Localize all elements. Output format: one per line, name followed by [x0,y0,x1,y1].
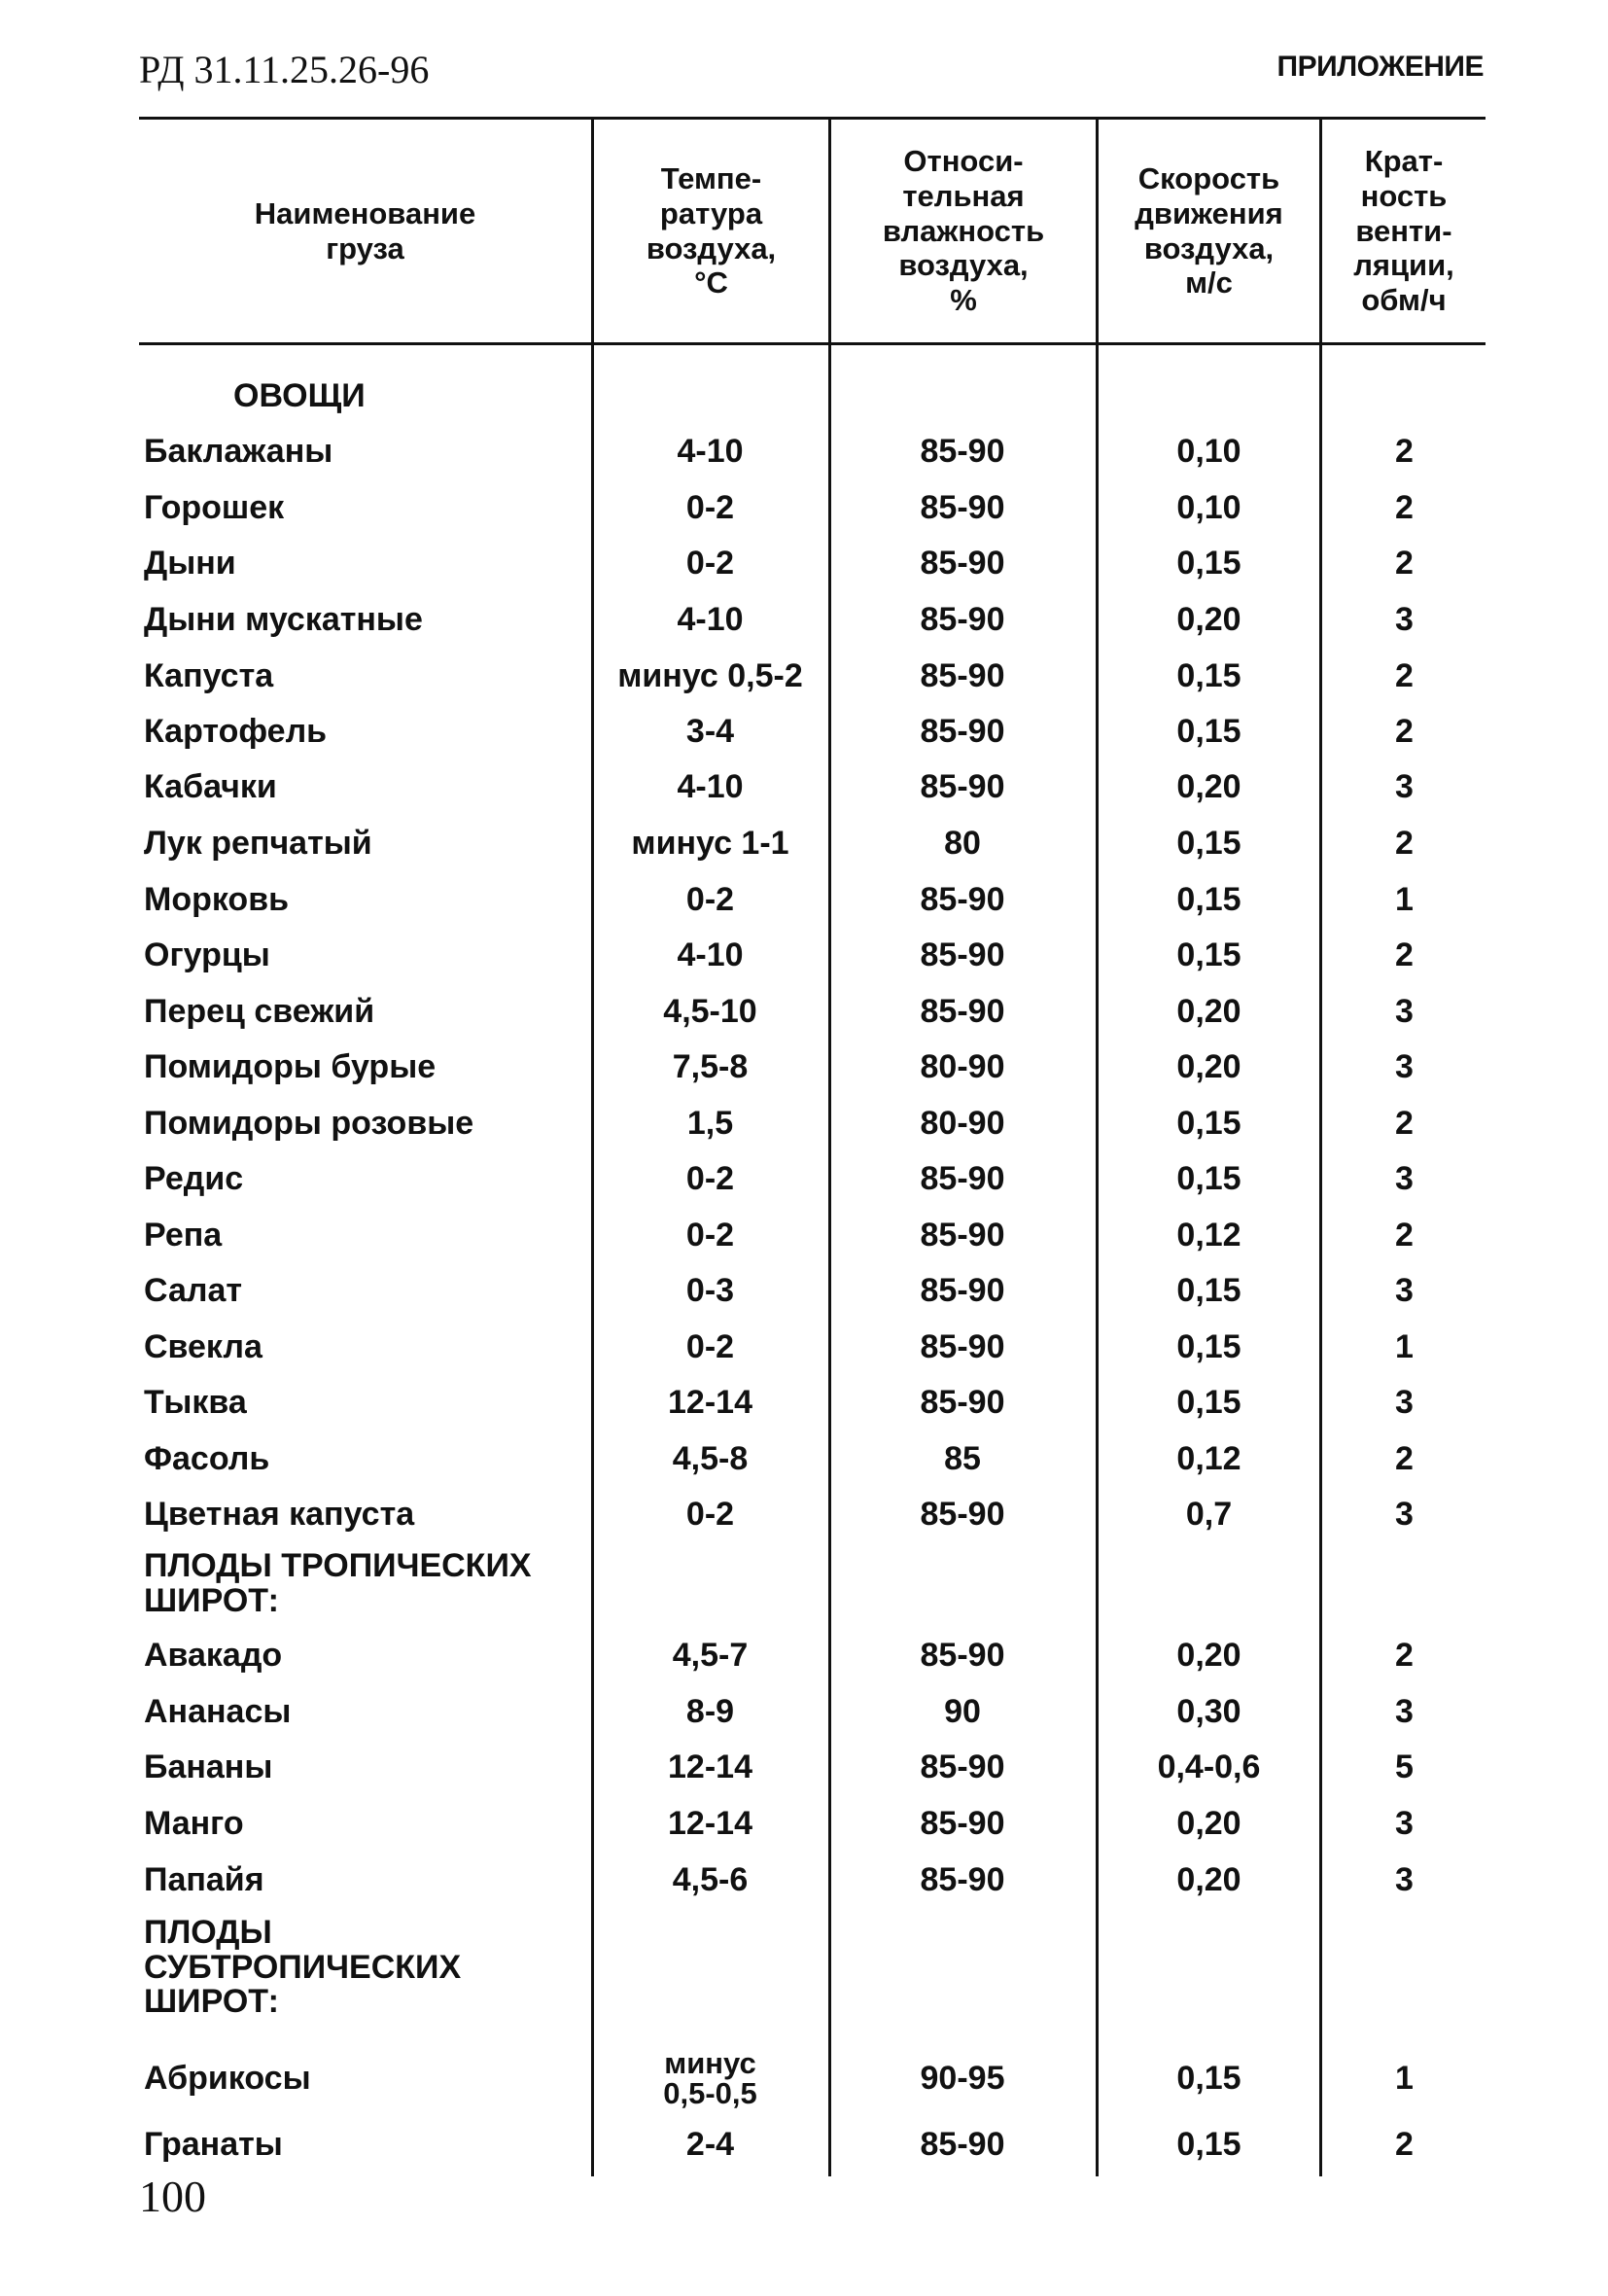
air-speed: 0,15 [1176,656,1241,694]
table-row [139,990,1486,1033]
humidity: 85-90 [920,2125,1005,2163]
cargo-name: Гранаты [144,2125,283,2163]
temperature: 4-10 [677,936,744,973]
air-speed: 0,15 [1176,1159,1241,1197]
air-speed: 0,30 [1176,1692,1241,1730]
table-row [139,934,1486,976]
temperature: 7,5-8 [672,1047,749,1085]
ventilation-rate: 2 [1395,1216,1414,1254]
humidity: 85-90 [920,1860,1005,1898]
section-title-tropical-fruits: ПЛОДЫ ТРОПИЧЕСКИХ ШИРОТ: [144,1547,532,1619]
table-row [139,1214,1486,1256]
temperature: 4,5-10 [663,992,757,1030]
humidity: 85-90 [920,488,1005,526]
humidity: 85-90 [920,992,1005,1030]
temperature: 12-14 [668,1383,752,1421]
humidity: 85-90 [920,656,1005,694]
cargo-name: Морковь [144,880,289,918]
air-speed: 0,10 [1176,488,1241,526]
cargo-name: Авакадо [144,1636,283,1674]
humidity: 85-90 [920,1216,1005,1254]
table-row [139,430,1486,473]
ventilation-rate: 3 [1395,1804,1414,1842]
cargo-name: Кабачки [144,767,277,805]
humidity: 85-90 [920,1636,1005,1674]
temperature: минус 0,5-0,5 [663,2046,757,2110]
humidity: 85-90 [920,936,1005,973]
column-header-temperature: Темпе- ратура воздуха, °С [646,161,777,300]
air-speed: 0,15 [1176,544,1241,582]
cargo-name: Абрикосы [144,2059,311,2097]
table-top-rule [139,117,1486,120]
ventilation-rate: 3 [1395,1495,1414,1533]
table-row [139,1746,1486,1788]
table-row [139,1102,1486,1145]
cargo-name: Тыква [144,1383,247,1421]
humidity: 85-90 [920,1804,1005,1842]
temperature: 4-10 [677,767,744,805]
cargo-name: Манго [144,1804,244,1842]
ventilation-rate: 2 [1395,432,1414,470]
cargo-name: Репа [144,1216,223,1254]
cargo-name: Бананы [144,1748,273,1785]
cargo-name: Огурцы [144,936,270,973]
column-header-name: Наименование груза [254,195,476,265]
air-speed: 0,15 [1176,1327,1241,1365]
cargo-name: Горошек [144,488,285,526]
air-speed: 0,15 [1176,1271,1241,1309]
humidity: 85-90 [920,712,1005,750]
air-speed: 0,7 [1185,1495,1233,1533]
ventilation-rate: 2 [1395,488,1414,526]
cargo-name: Цветная капуста [144,1495,415,1533]
humidity: 85-90 [920,1748,1005,1785]
table-row [139,1802,1486,1845]
cargo-name: Редис [144,1159,244,1197]
cargo-name: Помидоры розовые [144,1104,474,1142]
table-row [139,2123,1486,2166]
table-row [139,1157,1486,1200]
air-speed: 0,15 [1176,2125,1241,2163]
ventilation-rate: 1 [1395,880,1414,918]
page-number: 100 [139,2172,206,2221]
table-row [139,1437,1486,1480]
air-speed: 0,15 [1176,880,1241,918]
cargo-name: Салат [144,1271,243,1309]
air-speed: 0,20 [1176,600,1241,638]
temperature: 0-2 [685,880,735,918]
table-row [139,765,1486,808]
table-header-rule [139,342,1486,345]
air-speed: 0,20 [1176,1047,1241,1085]
column-header-ventilation: Крат- ность венти- ляции, обм/ч [1353,144,1454,317]
ventilation-rate: 2 [1395,544,1414,582]
humidity: 85-90 [920,600,1005,638]
ventilation-rate: 2 [1395,936,1414,973]
ventilation-rate: 3 [1395,1047,1414,1085]
humidity: 85 [944,1439,981,1477]
table-row [139,1634,1486,1677]
humidity: 85-90 [920,1271,1005,1309]
humidity: 85-90 [920,1327,1005,1365]
table-row [139,1045,1486,1088]
temperature: 4-10 [677,600,744,638]
ventilation-rate: 3 [1395,1692,1414,1730]
air-speed: 0,12 [1176,1216,1241,1254]
temperature: 0-2 [685,1327,735,1365]
air-speed: 0,15 [1176,712,1241,750]
cargo-name: Свекла [144,1327,262,1365]
humidity: 85-90 [920,1495,1005,1533]
temperature: 1,5 [686,1104,734,1142]
cargo-name: Помидоры бурые [144,1047,437,1085]
temperature: минус 0,5-2 [617,656,803,694]
humidity: 85-90 [920,544,1005,582]
table-row [139,654,1486,697]
humidity: 90-95 [920,2059,1005,2097]
air-speed: 0,20 [1176,767,1241,805]
air-speed: 0,12 [1176,1439,1241,1477]
table-row [139,822,1486,865]
section-title-vegetables: ОВОЩИ [233,377,366,414]
air-speed: 0,20 [1176,1636,1241,1674]
air-speed: 0,15 [1176,824,1241,862]
table-row [139,542,1486,584]
temperature: 0-2 [685,1159,735,1197]
ventilation-rate: 2 [1395,824,1414,862]
cargo-name: Дыни мускатные [144,600,423,638]
ventilation-rate: 3 [1395,767,1414,805]
table-row [139,1381,1486,1424]
table-row [139,1493,1486,1536]
humidity: 90 [944,1692,981,1730]
ventilation-rate: 3 [1395,992,1414,1030]
cargo-name: Папайя [144,1860,264,1898]
temperature: 4,5-7 [672,1636,749,1674]
ventilation-rate: 3 [1395,1383,1414,1421]
temperature: 8-9 [685,1692,735,1730]
appendix-label: ПРИЛОЖЕНИЕ [1276,51,1484,83]
humidity: 80-90 [920,1047,1005,1085]
humidity: 85-90 [920,432,1005,470]
ventilation-rate: 1 [1395,1327,1414,1365]
humidity: 80-90 [920,1104,1005,1142]
column-header-humidity: Относи- тельная влажность воздуха, % [882,144,1045,317]
cargo-name: Перец свежий [144,992,375,1030]
ventilation-rate: 3 [1395,1860,1414,1898]
ventilation-rate: 1 [1395,2059,1414,2097]
temperature: 2-4 [685,2125,735,2163]
temperature: 0-2 [685,544,735,582]
air-speed: 0,15 [1176,2059,1241,2097]
table-row [139,486,1486,529]
doc-code: РД 31.11.25.26-96 [139,48,430,91]
temperature: 0-2 [685,1216,735,1254]
cargo-name: Капуста [144,656,274,694]
humidity: 85-90 [920,767,1005,805]
section-title-subtropical-fruits: ПЛОДЫ СУБТРОПИЧЕСКИХ ШИРОТ: [144,1914,462,2021]
cargo-name: Фасоль [144,1439,270,1477]
column-header-air-speed: Скорость движения воздуха, м/с [1135,161,1283,300]
ventilation-rate: 2 [1395,1636,1414,1674]
table-row [139,1690,1486,1733]
cargo-name: Баклажаны [144,432,333,470]
air-speed: 0,15 [1176,936,1241,973]
ventilation-rate: 2 [1395,1104,1414,1142]
temperature: 0-3 [685,1271,735,1309]
temperature: 12-14 [668,1804,752,1842]
ventilation-rate: 3 [1395,600,1414,638]
temperature: 0-2 [685,1495,735,1533]
humidity: 85-90 [920,880,1005,918]
air-speed: 0,20 [1176,992,1241,1030]
temperature: 0-2 [685,488,735,526]
table-row [139,598,1486,641]
air-speed: 0,20 [1176,1860,1241,1898]
ventilation-rate: 5 [1395,1748,1414,1785]
ventilation-rate: 3 [1395,1159,1414,1197]
table-row [139,1269,1486,1312]
table-row [139,878,1486,921]
table-row [139,1858,1486,1901]
cargo-name: Лук репчатый [144,824,372,862]
temperature: 3-4 [685,712,735,750]
ventilation-rate: 2 [1395,656,1414,694]
temperature: 12-14 [668,1748,752,1785]
air-speed: 0,4-0,6 [1157,1748,1261,1785]
ventilation-rate: 3 [1395,1271,1414,1309]
air-speed: 0,20 [1176,1804,1241,1842]
cargo-name: Картофель [144,712,328,750]
cargo-name: Ананасы [144,1692,292,1730]
humidity: 85-90 [920,1159,1005,1197]
temperature: минус 1-1 [631,824,789,862]
temperature: 4-10 [677,432,744,470]
ventilation-rate: 2 [1395,2125,1414,2163]
air-speed: 0,10 [1176,432,1241,470]
ventilation-rate: 2 [1395,1439,1414,1477]
temperature: 4,5-8 [672,1439,749,1477]
humidity: 80 [944,824,981,862]
table-row [139,1325,1486,1368]
table-row [139,2042,1486,2114]
ventilation-rate: 2 [1395,712,1414,750]
air-speed: 0,15 [1176,1104,1241,1142]
air-speed: 0,15 [1176,1383,1241,1421]
cargo-name: Дыни [144,544,236,582]
table-row [139,710,1486,753]
humidity: 85-90 [920,1383,1005,1421]
temperature: 4,5-6 [672,1860,749,1898]
